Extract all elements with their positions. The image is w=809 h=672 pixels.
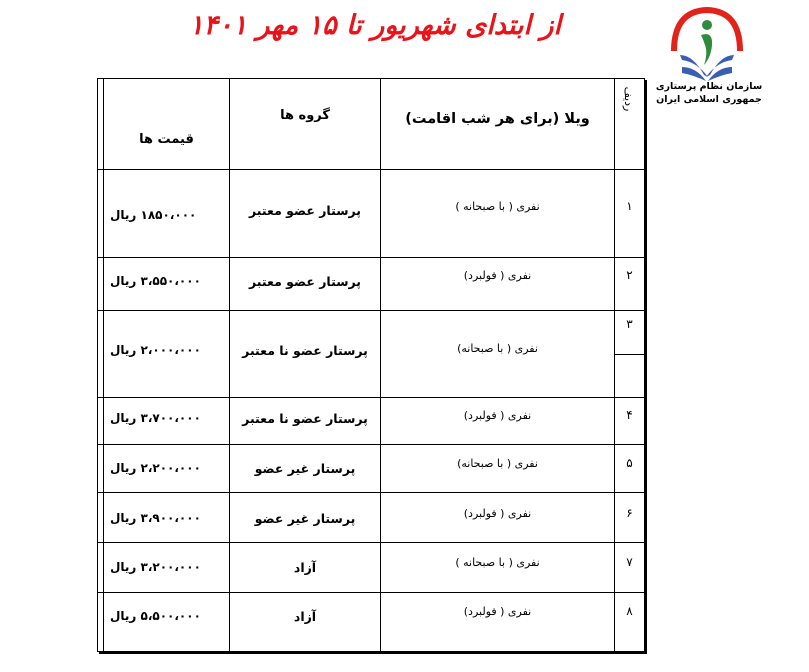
row-group: پرستار عضو معتبر — [249, 202, 361, 218]
row-description: نفری ( فولبرد) — [463, 408, 532, 422]
row-description: نفری ( فولبرد) — [463, 268, 532, 282]
row-price: ۳،۵۵۰،۰۰۰ ریال — [110, 274, 201, 288]
row-price: ۲،۰۰۰،۰۰۰ ریال — [110, 343, 201, 357]
row-description: نفری ( با صبحانه ) — [455, 555, 540, 569]
row-group: پرستار غیر عضو — [254, 510, 356, 526]
price-table — [97, 78, 645, 652]
header-prices: قیمت ها — [139, 131, 194, 147]
row-price: ۲،۲۰۰،۰۰۰ ریال — [110, 461, 201, 475]
logo-caption-line1: سازمان نظام پرستاری — [655, 81, 763, 92]
row-price: ۳،۹۰۰،۰۰۰ ریال — [110, 511, 201, 525]
row-number: ۳ — [626, 317, 633, 331]
row-group: آزاد — [293, 608, 317, 624]
row-group: آزاد — [293, 559, 317, 575]
header-groups: گروه ها — [280, 107, 330, 123]
row-group: پرستار غیر عضو — [254, 460, 356, 476]
row-number: ۵ — [626, 456, 633, 470]
organization-logo — [668, 5, 746, 85]
header-villa: ویلا (برای هر شب اقامت) — [405, 111, 590, 127]
row-number: ۱ — [626, 199, 633, 213]
logo-caption — [654, 80, 764, 106]
logo-caption-line2: جمهوری اسلامی ایران — [656, 94, 762, 105]
row-description: نفری ( با صبحانه) — [457, 341, 538, 355]
row-number: ۶ — [626, 506, 633, 520]
row-number: ۴ — [626, 408, 633, 422]
row-description: نفری ( فولبرد) — [463, 506, 532, 520]
row-price: ۳،۷۰۰،۰۰۰ ریال — [110, 411, 201, 425]
row-number: ۷ — [626, 555, 633, 569]
row-description: نفری ( با صبحانه ) — [455, 199, 540, 213]
row-price: ۳،۲۰۰،۰۰۰ ریال — [110, 560, 201, 574]
header-radif: ردیف — [622, 86, 636, 112]
row-number: ۸ — [626, 604, 633, 618]
row-price: ۵،۵۰۰،۰۰۰ ریال — [110, 609, 201, 623]
row-group: پرستار عضو نا معتبر — [242, 342, 368, 358]
row-group: پرستار عضو معتبر — [249, 273, 361, 289]
row-group: پرستار عضو نا معتبر — [242, 410, 368, 426]
row-description: نفری ( فولبرد) — [463, 604, 532, 618]
row-description: نفری ( با صبحانه) — [457, 456, 538, 470]
page-title: از ابتدای شهریور تا ۱۵ مهر ۱۴۰۱ — [189, 10, 561, 41]
row-price: ۱۸۵۰،۰۰۰ ریال — [110, 208, 197, 222]
row-number: ۲ — [626, 268, 633, 282]
